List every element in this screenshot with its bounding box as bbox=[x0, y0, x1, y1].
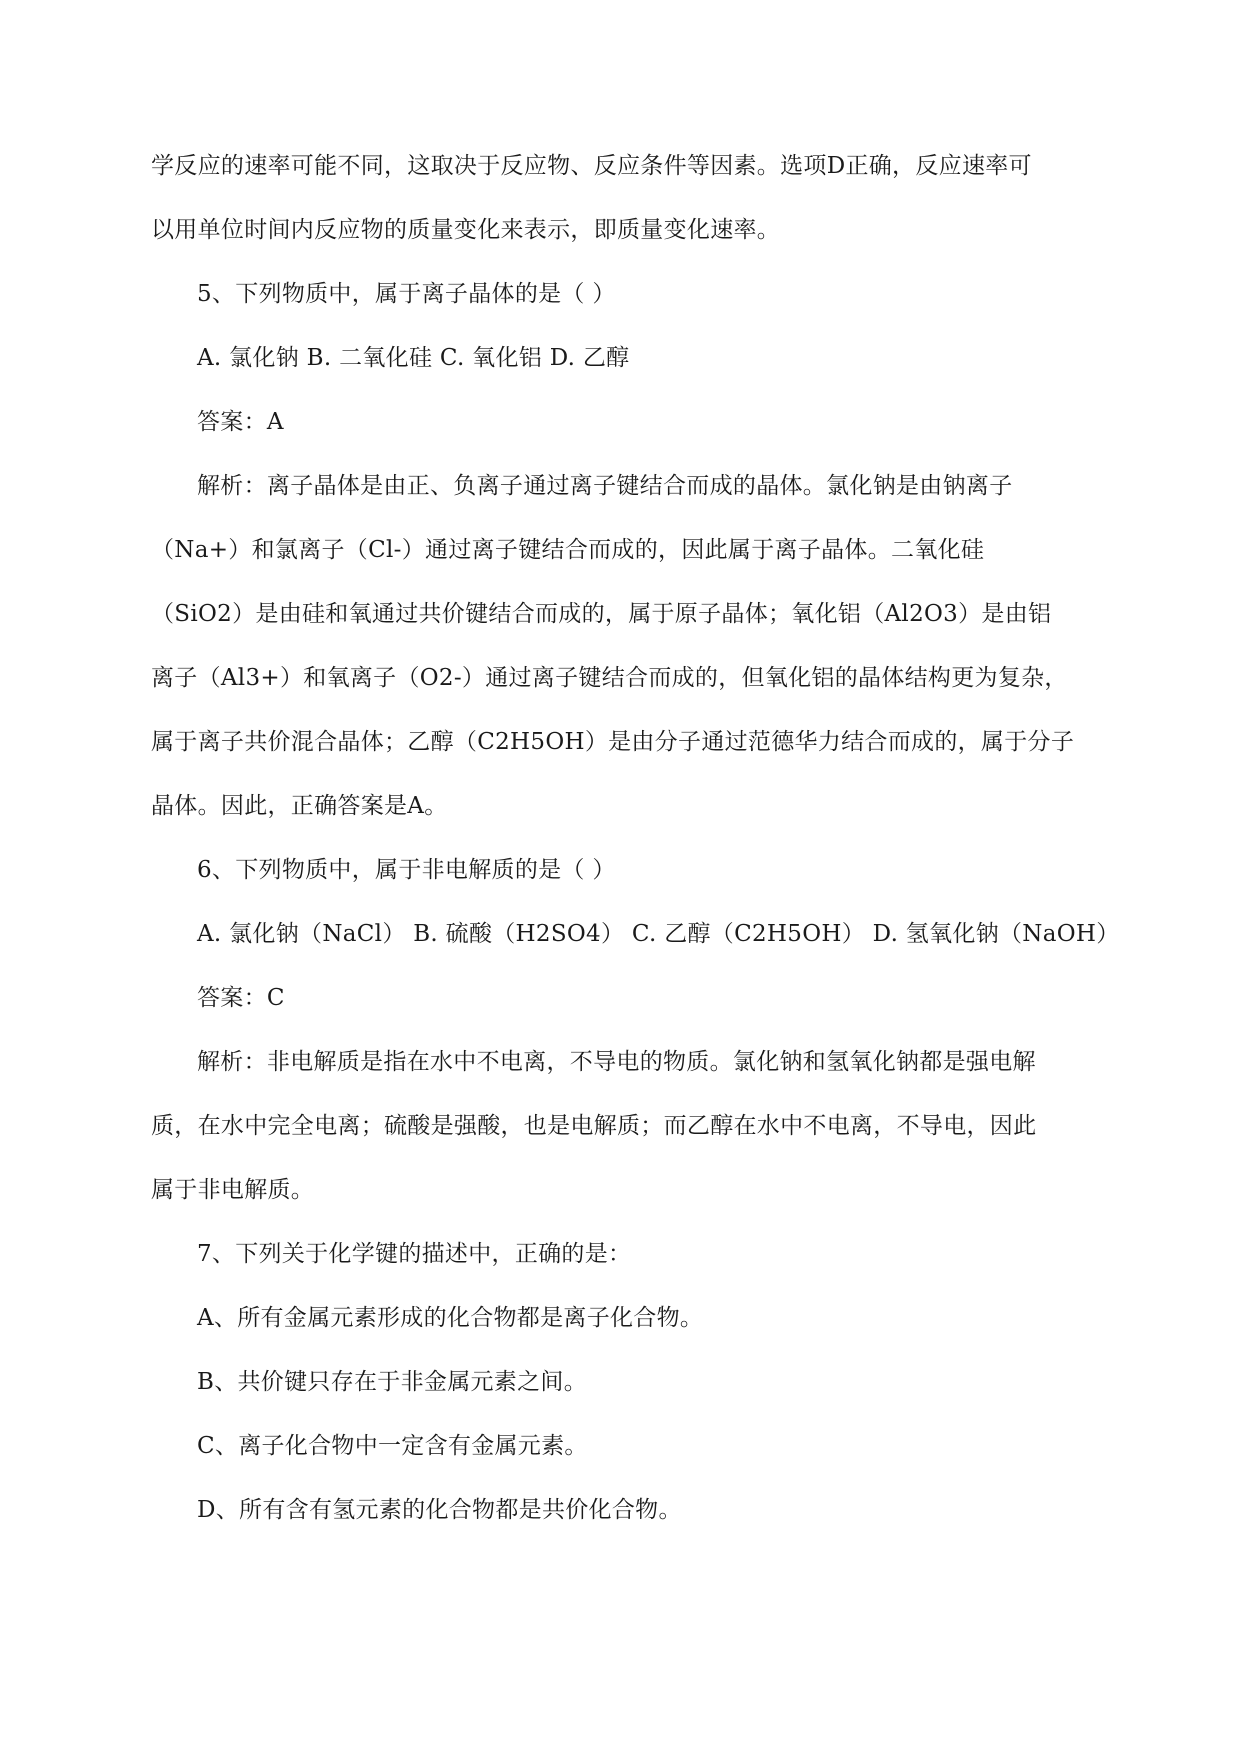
question-5-analysis: 解析：离子晶体是由正、负离子通过离子键结合而成的晶体。氯化钠是由钠离子 bbox=[197, 473, 1013, 499]
text-line: 以用单位时间内反应物的质量变化来表示，即质量变化速率。 bbox=[151, 217, 781, 243]
text-line: 学反应的速率可能不同，这取决于反应物、反应条件等因素。选项D正确，反应速率可 bbox=[151, 153, 1032, 179]
question-5-answer: 答案：A bbox=[197, 409, 284, 435]
question-6-answer: 答案：C bbox=[197, 985, 285, 1011]
text-line: 属于离子共价混合晶体；乙醇（C2H5OH）是由分子通过范德华力结合而成的，属于分子 bbox=[151, 729, 1075, 755]
text-line: （SiO2）是由硅和氧通过共价键结合而成的，属于原子晶体；氧化铝（Al2O3）是由铝 bbox=[151, 601, 1052, 627]
question-7-stem: 7、下列关于化学键的描述中，正确的是： bbox=[197, 1241, 632, 1267]
text-line: 属于非电解质。 bbox=[151, 1177, 315, 1203]
question-5-stem: 5、下列物质中，属于离子晶体的是（ ） bbox=[197, 281, 616, 307]
text-line: 离子（Al3+）和氧离子（O2-）通过离子键结合而成的，但氧化铝的晶体结构更为复杂， bbox=[151, 665, 1068, 691]
question-7-option-a: A、所有金属元素形成的化合物都是离子化合物。 bbox=[197, 1305, 704, 1331]
text-line: 质，在水中完全电离；硫酸是强酸，也是电解质；而乙醇在水中不电离，不导电，因此 bbox=[151, 1113, 1037, 1139]
question-7-option-b: B、共价键只存在于非金属元素之间。 bbox=[197, 1369, 588, 1395]
question-7-option-d: D、所有含有氢元素的化合物都是共价化合物。 bbox=[197, 1497, 682, 1523]
question-6-analysis: 解析：非电解质是指在水中不电离，不导电的物质。氯化钠和氢氧化钠都是强电解 bbox=[197, 1049, 1036, 1075]
text-line: （Na+）和氯离子（Cl-）通过离子键结合而成的，因此属于离子晶体。二氧化硅 bbox=[151, 537, 985, 563]
question-5-options: A. 氯化钠 B. 二氧化硅 C. 氧化铝 D. 乙醇 bbox=[197, 345, 630, 371]
question-6-options: A. 氯化钠（NaCl） B. 硫酸（H2SO4） C. 乙醇（C2H5OH） D. 氢氧化钠（NaOH） bbox=[197, 921, 1120, 947]
question-7-option-c: C、离子化合物中一定含有金属元素。 bbox=[197, 1433, 588, 1459]
question-6-stem: 6、下列物质中，属于非电解质的是（ ） bbox=[197, 857, 616, 883]
document-body bbox=[151, 134, 1120, 1542]
text-line: 晶体。因此，正确答案是A。 bbox=[151, 793, 448, 819]
